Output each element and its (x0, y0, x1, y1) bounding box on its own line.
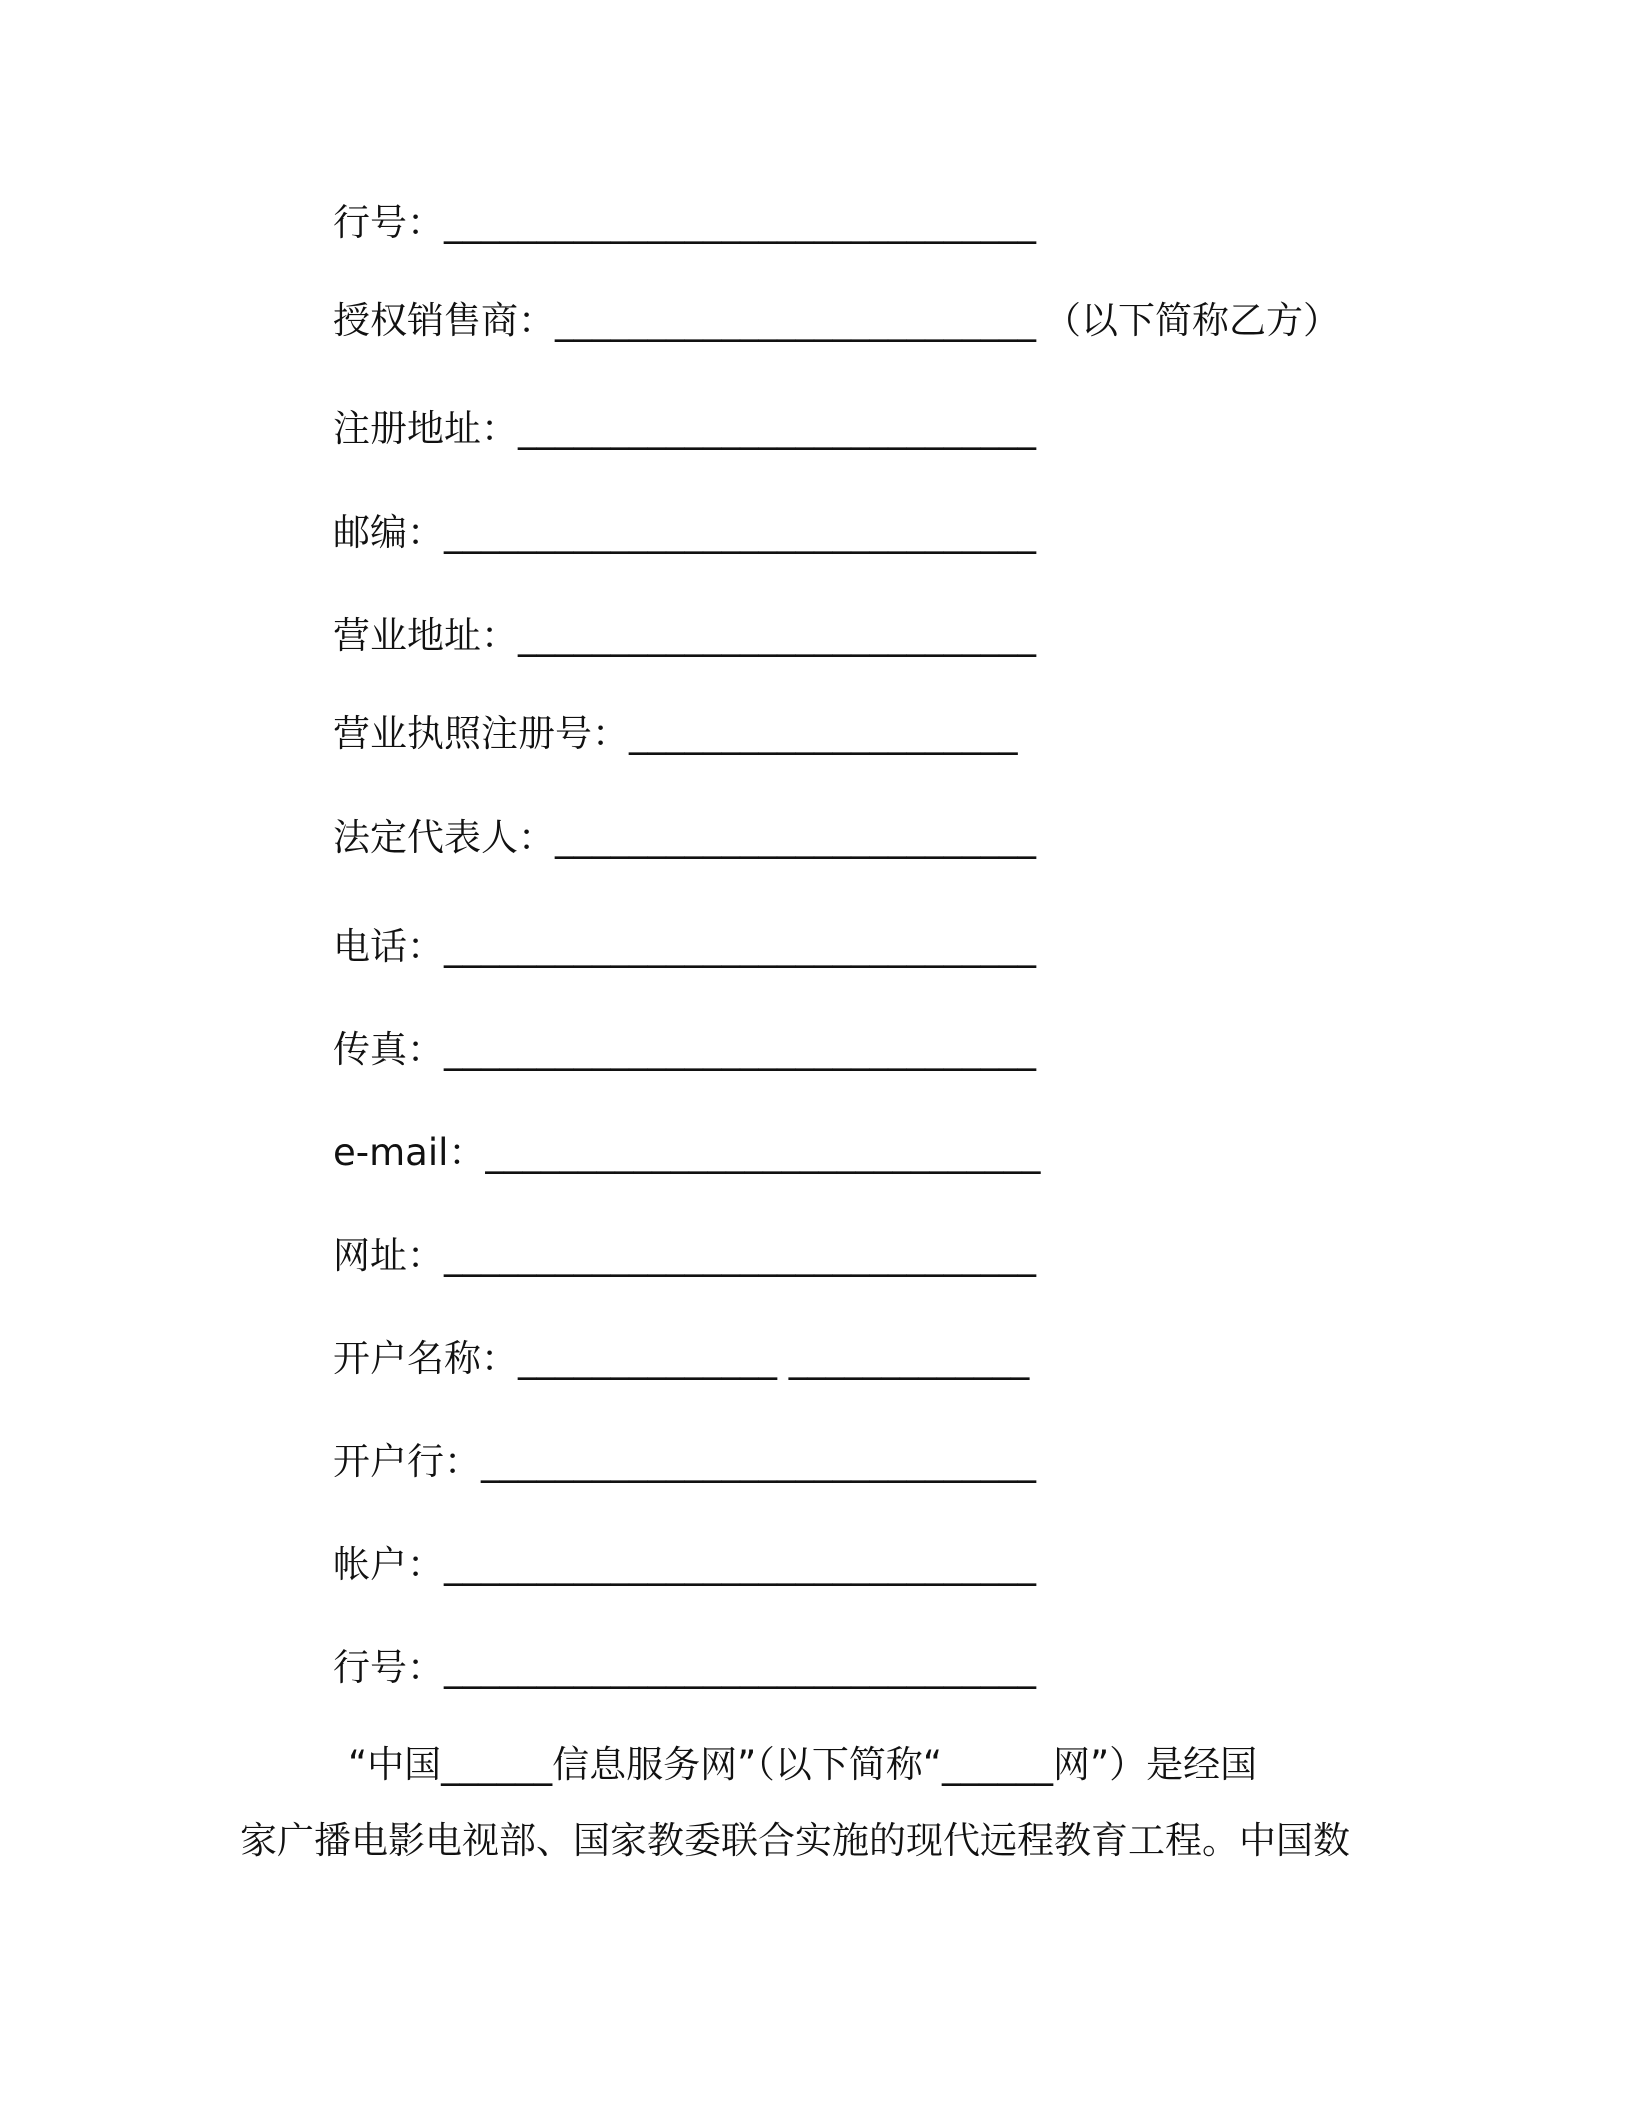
field-label: 邮编： (333, 511, 444, 554)
bank-number-field-bottom (333, 1643, 1036, 1693)
field-label: 行号： (333, 1646, 444, 1689)
fill-in-blank: __________________________ (555, 816, 1036, 859)
fill-in-blank: ______________________________ (481, 1440, 1036, 1483)
field-label: 网址： (333, 1234, 444, 1277)
fill-in-blank: ____________________________ (518, 614, 1036, 657)
email-field (333, 1128, 1040, 1178)
telephone-field (333, 922, 1036, 972)
authorized-dealer-field (333, 296, 1340, 346)
field-label: e-mail： (333, 1131, 486, 1174)
fill-in-blank: ________________________________ (444, 1234, 1036, 1277)
fill-in-blank: ________________________________ (444, 511, 1036, 554)
field-label: 法定代表人： (333, 816, 555, 859)
field-label: 传真： (333, 1028, 444, 1071)
fill-in-blank: __________________________ (555, 299, 1036, 342)
fill-in-blank: ________________________________ (444, 201, 1036, 244)
bank-number-field-top (333, 198, 1036, 248)
fill-in-blank: ________________________________ (444, 925, 1036, 968)
field-label: 营业地址： (333, 614, 518, 657)
postcode-field (333, 508, 1036, 558)
registered-address-field (333, 404, 1036, 454)
account-number-field (333, 1540, 1036, 1590)
field-label: 注册地址： (333, 407, 518, 450)
fill-in-blank: ______________ _____________ (518, 1337, 1030, 1380)
fill-in-blank: ________________________________ (444, 1543, 1036, 1586)
website-field (333, 1231, 1036, 1281)
account-name-field (333, 1334, 1029, 1384)
fill-in-blank: _____________________ (629, 712, 1018, 755)
paragraph-line-1: “中国______信息服务网”（以下简称“______网”）是经国 (348, 1743, 1258, 1786)
field-label: 电话： (333, 925, 444, 968)
business-license-number-field (333, 709, 1018, 759)
fill-in-blank: ________________________________ (444, 1646, 1036, 1689)
fill-in-blank: ________________________________ (444, 1028, 1036, 1071)
field-label: 行号： (333, 201, 444, 244)
business-address-field (333, 611, 1036, 661)
fax-field (333, 1025, 1036, 1075)
field-label: 开户名称： (333, 1337, 518, 1380)
party-b-note: （以下简称乙方） (1044, 299, 1340, 342)
field-label: 开户行： (333, 1440, 481, 1483)
paragraph-line-2: 家广播电影电视部、国家教委联合实施的现代远程教育工程。中国数 (240, 1819, 1350, 1862)
field-label: 授权销售商： (333, 299, 555, 342)
fill-in-blank: ______________________________ (485, 1131, 1041, 1174)
legal-representative-field (333, 813, 1036, 863)
field-label: 帐户： (333, 1543, 444, 1586)
field-label: 营业执照注册号： (333, 712, 629, 755)
fill-in-blank: ____________________________ (518, 407, 1036, 450)
bank-of-deposit-field (333, 1437, 1036, 1487)
